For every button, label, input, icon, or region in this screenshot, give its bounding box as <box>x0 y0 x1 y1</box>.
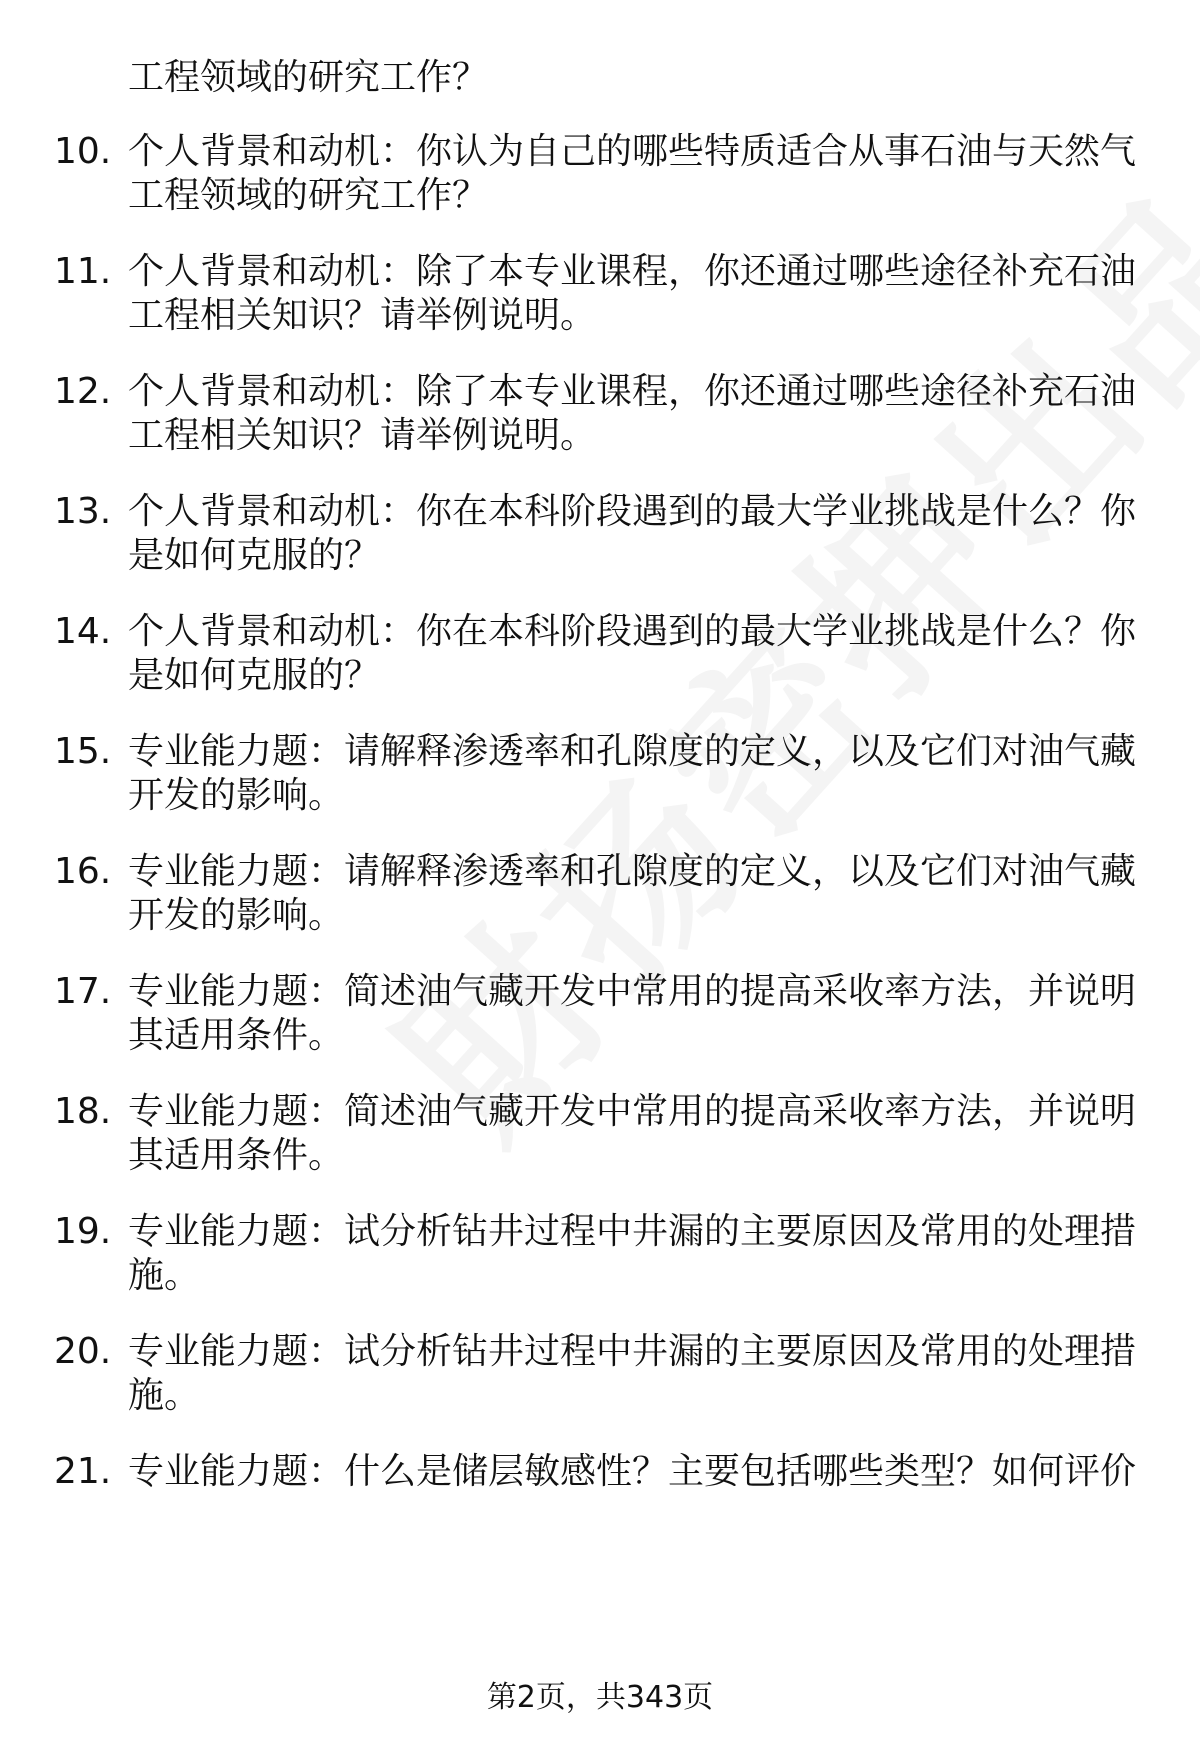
question-number: 12. <box>54 371 112 412</box>
question-text: 专业能力题：试分析钻井过程中井漏的主要原因及常用的处理措 <box>128 1331 1137 1372</box>
question-text: 个人背景和动机：你在本科阶段遇到的最大学业挑战是什么？你 <box>128 611 1137 652</box>
question-text: 工程相关知识？请举例说明。 <box>128 415 597 456</box>
question-text: 开发的影响。 <box>128 895 345 936</box>
page-footer: 第2页，共343页 <box>486 1680 714 1715</box>
question-text: 其适用条件。 <box>128 1015 345 1056</box>
continuation-text: 工程领域的研究工作？ <box>128 57 489 98</box>
question-text: 开发的影响。 <box>128 775 345 816</box>
question-number: 20. <box>54 1331 112 1372</box>
question-text: 专业能力题：简述油气藏开发中常用的提高采收率方法，并说明 <box>128 1091 1137 1132</box>
question-number: 18. <box>54 1091 112 1132</box>
question-text: 工程领域的研究工作？ <box>128 175 489 216</box>
question-text: 个人背景和动机：你在本科阶段遇到的最大学业挑战是什么？你 <box>128 491 1137 532</box>
question-text: 施。 <box>128 1255 201 1296</box>
question-text: 专业能力题：简述油气藏开发中常用的提高采收率方法，并说明 <box>128 971 1137 1012</box>
question-text: 个人背景和动机：除了本专业课程，你还通过哪些途径补充石油 <box>128 251 1137 292</box>
question-number: 10. <box>54 131 112 172</box>
question-number: 11. <box>54 251 112 292</box>
question-number: 16. <box>54 851 112 892</box>
question-number: 14. <box>54 611 112 652</box>
question-number: 21. <box>54 1451 112 1492</box>
question-text: 个人背景和动机：除了本专业课程，你还通过哪些途径补充石油 <box>128 371 1137 412</box>
question-text: 个人背景和动机：你认为自己的哪些特质适合从事石油与天然气 <box>128 131 1137 172</box>
question-text: 工程相关知识？请举例说明。 <box>128 295 597 336</box>
question-text: 是如何克服的？ <box>128 535 381 576</box>
question-text: 专业能力题：试分析钻井过程中井漏的主要原因及常用的处理措 <box>128 1211 1137 1252</box>
question-number: 17. <box>54 971 112 1012</box>
question-text: 其适用条件。 <box>128 1135 345 1176</box>
question-number: 13. <box>54 491 112 532</box>
question-text: 专业能力题：什么是储层敏感性？主要包括哪些类型？如何评价 <box>128 1451 1137 1492</box>
question-text: 是如何克服的？ <box>128 655 381 696</box>
question-number: 15. <box>54 731 112 772</box>
question-text: 专业能力题：请解释渗透率和孔隙度的定义，以及它们对油气藏 <box>128 851 1137 892</box>
question-number: 19. <box>54 1211 112 1252</box>
question-text: 专业能力题：请解释渗透率和孔隙度的定义，以及它们对油气藏 <box>128 731 1137 772</box>
question-text: 施。 <box>128 1375 201 1416</box>
